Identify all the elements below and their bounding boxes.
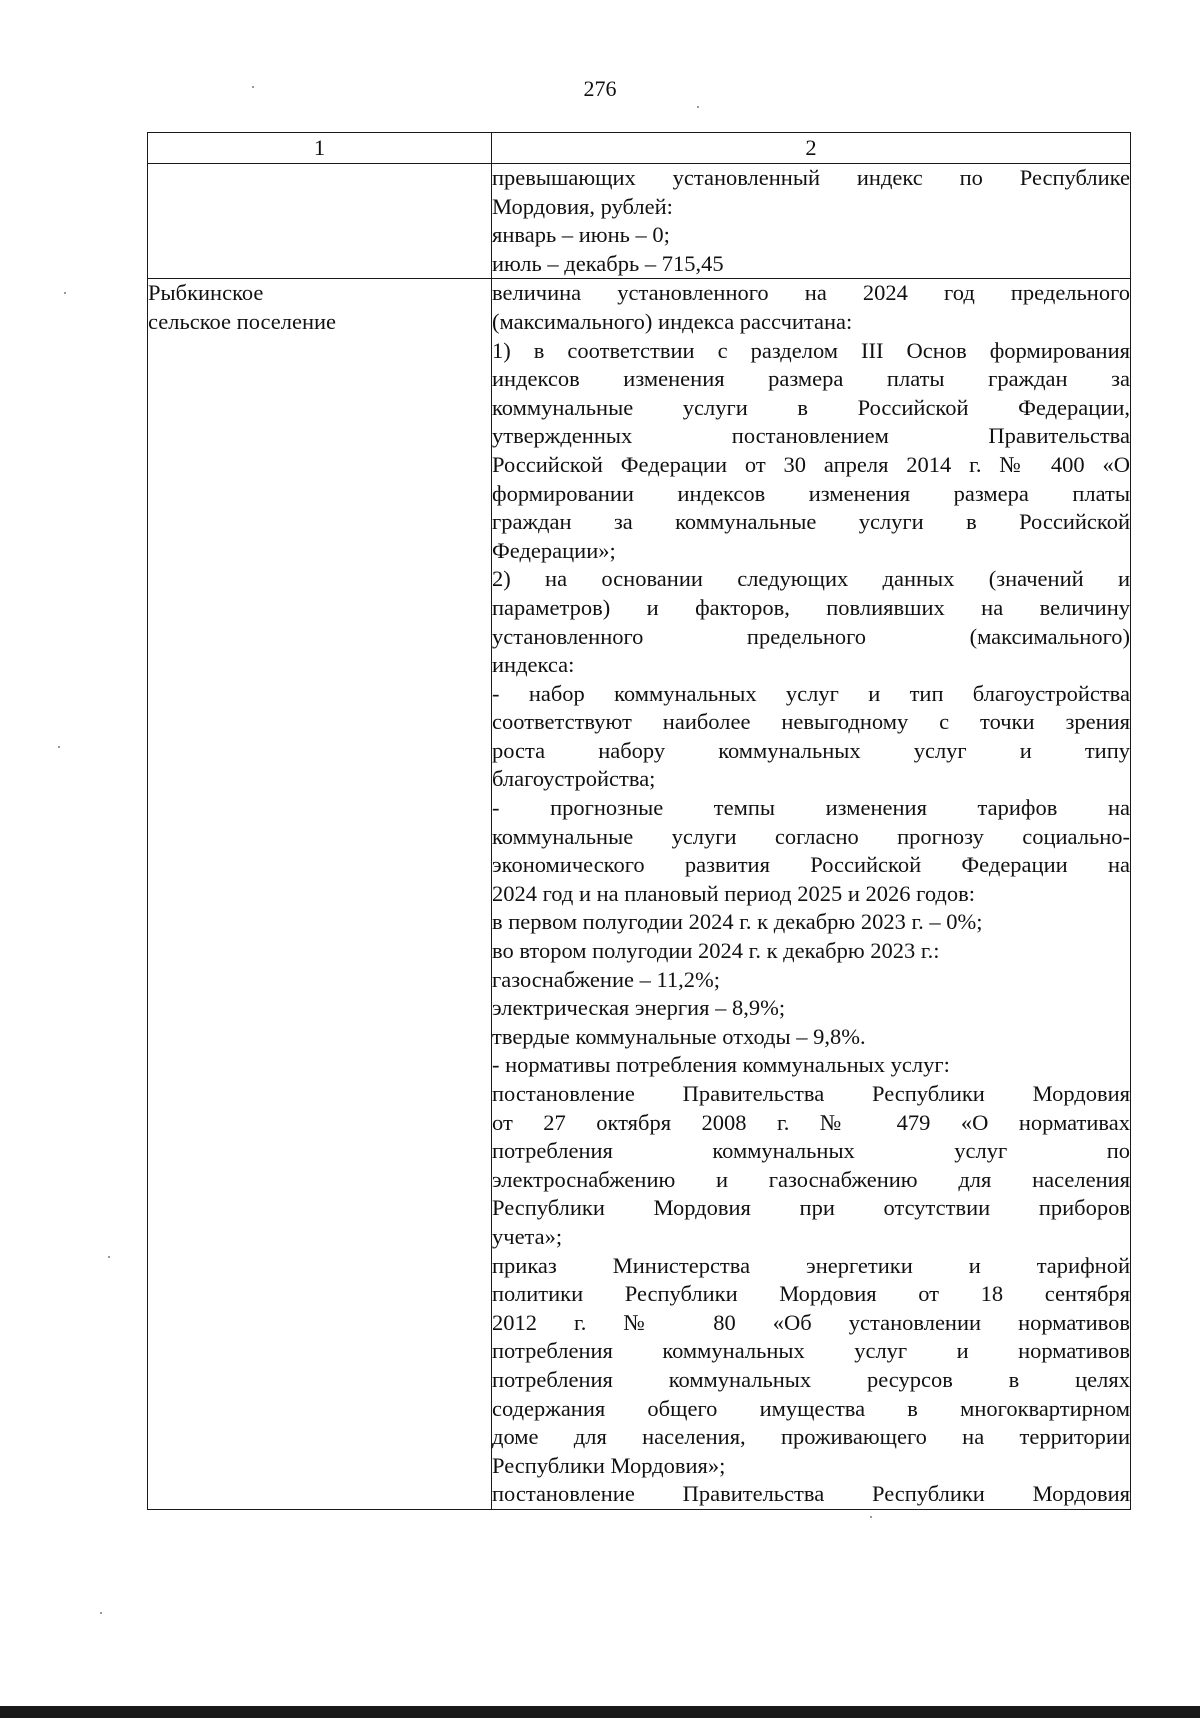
scan-bottom-edge (0, 1706, 1200, 1718)
text-line: превышающих установленный индекс по Республике (492, 165, 1130, 190)
text-line: (максимального) индекса рассчитана: (492, 308, 853, 334)
settlement-name-line: сельское поселение (148, 308, 337, 334)
text-line: 2) на основании следующих данных (значений и (492, 566, 1130, 592)
text-line: величина установленного на 2024 год предельного (492, 280, 1130, 306)
text-line: 2012 г. № 80 «Об установлении нормативов (492, 1309, 1130, 1335)
table-row-continuation (148, 164, 1131, 279)
text-line: газоснабжение – 11,2%; (492, 966, 721, 992)
table-header-row (148, 133, 1131, 164)
table-row-settlement (148, 279, 1131, 1510)
scan-speck (64, 292, 66, 294)
scan-speck (108, 1256, 110, 1258)
text-line: доме для населения, проживающего на территории (492, 1424, 1130, 1450)
text-line: во втором полугодии 2024 г. к декабрю 2023 г.: (492, 938, 940, 964)
scan-speck (252, 86, 254, 88)
text-line: постановление Правительства Республики Мордовия (492, 1481, 1130, 1507)
text-line: соответствуют наиболее невыгодному с точки зрения (492, 709, 1130, 735)
text-line: электрическая энергия – 8,9%; (492, 995, 786, 1021)
text-line: роста набору коммунальных услуг и типу (492, 737, 1130, 763)
text-line: коммунальные услуги в Российской Федерации, (492, 394, 1130, 420)
text-line: - набор коммунальных услуг и тип благоустройства (492, 680, 1130, 706)
text-line: индекса: (492, 652, 575, 678)
text-line: январь – июнь – 0; (492, 222, 670, 248)
text-line: 2024 год и на плановый период 2025 и 2026 годов: (492, 880, 975, 906)
text-line: электроснабжению и газоснабжению для населения (492, 1166, 1130, 1192)
scan-speck (697, 106, 699, 108)
text-line: от 27 октября 2008 г. № 479 «О нормативах (492, 1109, 1130, 1135)
text-line: Мордовия, рублей: (492, 193, 673, 219)
text-line: Республики Мордовия при отсутствии приборов (492, 1195, 1130, 1221)
scan-speck (58, 746, 60, 748)
text-line: содержания общего имущества в многоквартирном (492, 1395, 1130, 1421)
text-line: - нормативы потребления коммунальных услуг: (492, 1052, 950, 1078)
document-table (147, 132, 1131, 1510)
text-line: июль – декабрь – 715,45 (492, 250, 724, 276)
text-line: политики Республики Мордовия от 18 сентября (492, 1281, 1130, 1307)
text-line: формировании индексов изменения размера платы (492, 480, 1130, 506)
scan-speck (870, 1516, 872, 1518)
text-line: Российской Федерации от 30 апреля 2014 г. № 400 «О (492, 451, 1130, 477)
settlement-description-cell (492, 279, 1131, 1510)
settlement-name-cell (148, 279, 492, 1510)
text-line: Федерации»; (492, 537, 616, 563)
text-line: Республики Мордовия»; (492, 1452, 726, 1478)
header-col-2: 2 (492, 133, 1131, 164)
text-line: постановление Правительства Республики Мордовия (492, 1081, 1130, 1106)
text-line: 1) в соответствии с разделом III Основ формирования (492, 337, 1130, 363)
text-line: индексов изменения размера платы граждан за (492, 366, 1130, 392)
text-line: установленного предельного (максимального) (492, 623, 1130, 649)
text-line: коммунальные услуги согласно прогнозу социально- (492, 823, 1130, 849)
text-line: потребления коммунальных ресурсов в целях (492, 1366, 1130, 1392)
settlement-name-line: Рыбкинское (148, 280, 264, 306)
text-line: параметров) и факторов, повлиявших на величину (492, 594, 1130, 620)
text-line: потребления коммунальных услуг и нормативов (492, 1338, 1130, 1364)
text-line: граждан за коммунальные услуги в Российской (492, 509, 1130, 535)
continuation-col-2 (492, 164, 1131, 279)
continuation-col-1 (148, 164, 492, 279)
text-line: благоустройства; (492, 766, 656, 792)
scan-speck (100, 1612, 102, 1614)
header-col-1: 1 (148, 133, 492, 164)
text-line: потребления коммунальных услуг по (492, 1138, 1130, 1164)
page-number: 276 (583, 76, 617, 101)
text-line: твердые коммунальные отходы – 9,8%. (492, 1023, 866, 1049)
text-line: в первом полугодии 2024 г. к декабрю 2023 г. – 0%; (492, 909, 983, 935)
text-line: - прогнозные темпы изменения тарифов на (492, 795, 1130, 821)
text-line: приказ Министерства энергетики и тарифной (492, 1252, 1130, 1278)
text-line: учета»; (492, 1223, 563, 1249)
text-line: экономического развития Российской Федерации на (492, 852, 1130, 878)
text-line: утвержденных постановлением Правительства (492, 423, 1130, 449)
